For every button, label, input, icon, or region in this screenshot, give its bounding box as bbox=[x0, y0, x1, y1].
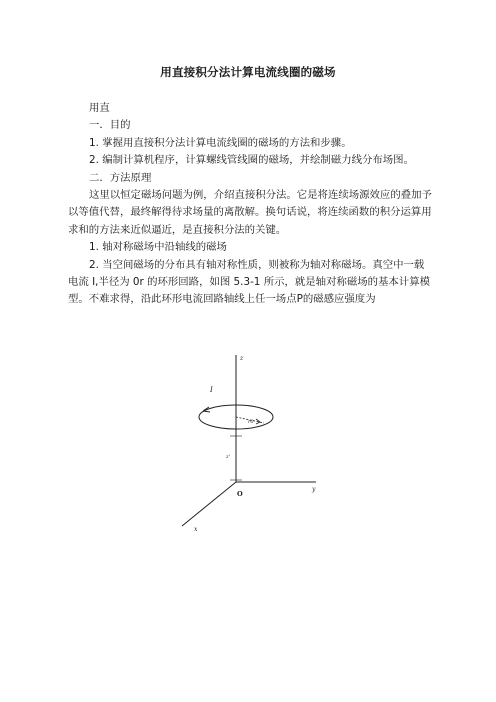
label-x: x bbox=[194, 526, 198, 533]
figure-current-loop bbox=[180, 350, 340, 540]
paragraph: 用直 bbox=[89, 102, 110, 114]
paragraph: 2. 当空间磁场的分布具有轴对称性质，则被称为轴对称磁场。真空中一载电流 I,半径为 0r 的环形回路，如图 5.3-1 所示，就是轴对称磁场的基本计算模型。不难求得，沿此环形电流回路轴线上任一场点P的磁感应强度为 bbox=[68, 258, 430, 306]
document-title: 用直接积分法计算电流线圈的磁场 bbox=[160, 65, 336, 79]
paragraph: 1. 轴对称磁场中沿轴线的磁场 bbox=[89, 241, 227, 254]
paragraph: 1. 掌握用直接积分法计算电流线圈的磁场的方法和步骤。 bbox=[89, 136, 352, 149]
label-origin: O bbox=[237, 490, 243, 498]
section-heading: 一．目的 bbox=[89, 119, 131, 132]
document-body bbox=[68, 100, 432, 309]
paragraph: 2. 编制计算机程序，计算螺线管线圈的磁场，并绘制磁力线分布场图。 bbox=[89, 154, 414, 167]
label-current: I bbox=[210, 386, 213, 394]
label-z-prime: z' bbox=[226, 454, 231, 460]
x-axis bbox=[182, 482, 236, 526]
section-heading: 二．方法原理 bbox=[89, 171, 152, 184]
paragraph: 这里以恒定磁场问题为例，介绍直接积分法。它是将连续场源效应的叠加予以等值代替，最终解得待求场量的离散解。换句话说，将连续函数的积分运算用求和的方法来近似逼近，是直接积分法的关键。 bbox=[68, 189, 432, 236]
label-radius: r0 bbox=[248, 419, 254, 425]
label-y: y bbox=[312, 486, 316, 493]
label-z: z bbox=[240, 355, 244, 362]
current-loop-diagram bbox=[180, 350, 340, 540]
